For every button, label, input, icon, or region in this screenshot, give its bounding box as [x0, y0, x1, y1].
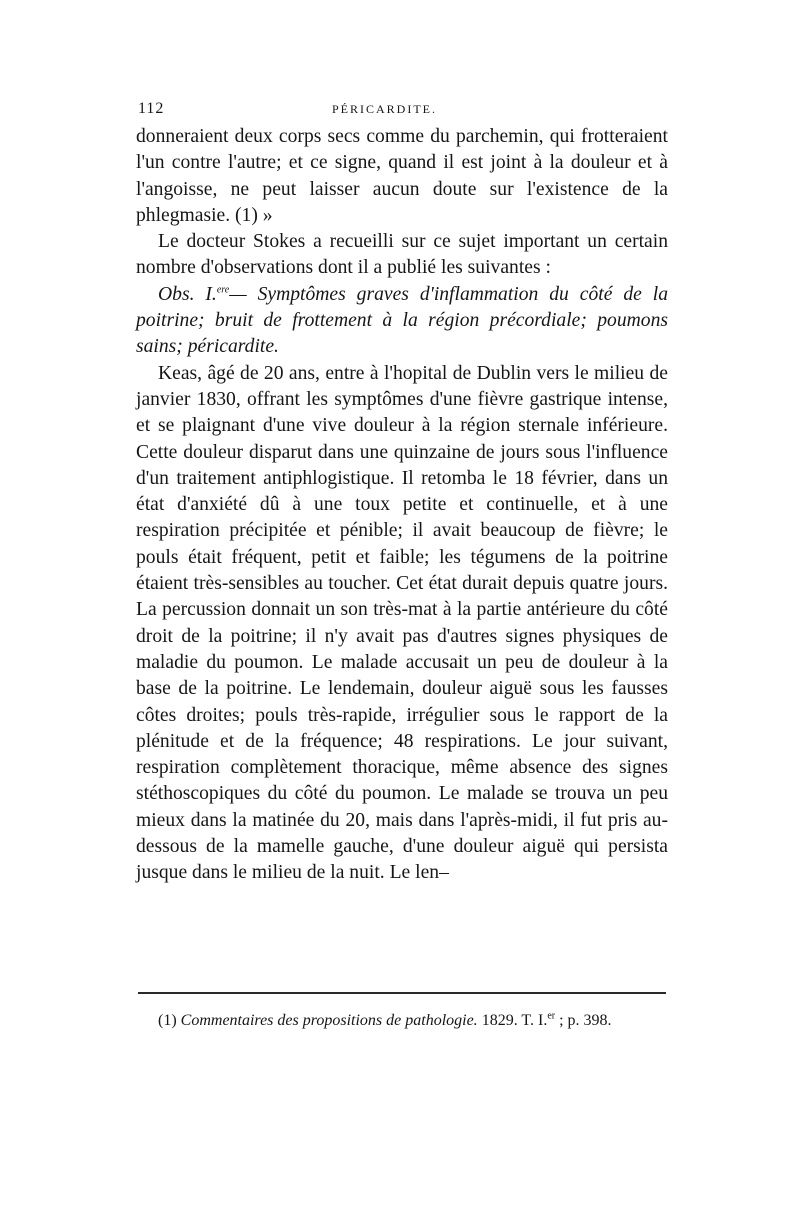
page-header — [136, 96, 668, 124]
footnote-details: 1829. T. I. — [477, 1012, 548, 1029]
footnote-marker: (1) — [158, 1012, 177, 1029]
main-text — [136, 124, 668, 887]
observation-ordinal: ere — [216, 284, 230, 296]
page-number: 112 — [138, 100, 165, 117]
running-title: PÉRICARDITE. — [332, 102, 437, 116]
observation-label: Obs. I. — [158, 283, 217, 305]
book-page — [136, 96, 668, 1126]
observation-title: — Symptômes graves d'inflammation du côté de la poitrine; bruit de frottement à la région précordiale; poumons sains; péricardite. — [136, 283, 668, 358]
footnote-rule — [138, 992, 666, 994]
observation-heading — [136, 282, 668, 361]
paragraph-continuation: donneraient deux corps secs comme du parchemin, qui frotteraient l'un contre l'autre; et ce signe, quand il est joint à la douleur et à l'angoisse, ne peut laisser aucun doute sur l'existence de la phlegmasie. (1) » — [136, 126, 668, 226]
footnote — [136, 1010, 668, 1032]
footnote-end: ; p. 398. — [555, 1012, 612, 1029]
footnote-ordinal: er — [547, 1010, 556, 1022]
paragraph-case: Keas, âgé de 20 ans, entre à l'hopital de Dublin vers le milieu de janvier 1830, offrant les symptômes d'une fièvre gastrique intense, et se plaignant d'une vive douleur à la région sternale inférieure. Cette douleur disparut dans une quinzaine de jours sous l'influence d'un traitement antiphlogistique. Il retomba le 18 février, dans un état d'anxiété dû à une toux petite et continuelle, et à une respiration précipitée et pénible; il avait beaucoup de fièvre; le pouls était fréquent, petit et faible; les tégumens de la poitrine étaient très-sensibles au toucher. Cet état durait depuis quatre jours. La percussion donnait un son très-mat à la partie antérieure du côté droit de la poitrine; il n'y avait pas d'autres signes physiques de maladie du poumon. Le malade accusait un peu de douleur à la base de la poitrine. Le lendemain, douleur aiguë sous les fausses côtes droites; pouls très-rapide, irrégulier sous le rapport de la plénitude et de la fréquence; 48 respirations. Le jour suivant, respiration complètement thoracique, même absence des signes stéthoscopiques du côté du poumon. Le malade se trouva un peu mieux dans la matinée du 20, mais dans l'après-midi, il fut pris au-dessous de la mamelle gauche, d'une douleur aiguë qui persista jusque dans le milieu de la nuit. Le len– — [136, 362, 668, 884]
paragraph-introduction: Le docteur Stokes a recueilli sur ce sujet important un certain nombre d'observations dont il a publié les suivantes : — [136, 231, 668, 279]
footnote-title: Commentaires des propositions de pathologie. — [180, 1012, 478, 1029]
